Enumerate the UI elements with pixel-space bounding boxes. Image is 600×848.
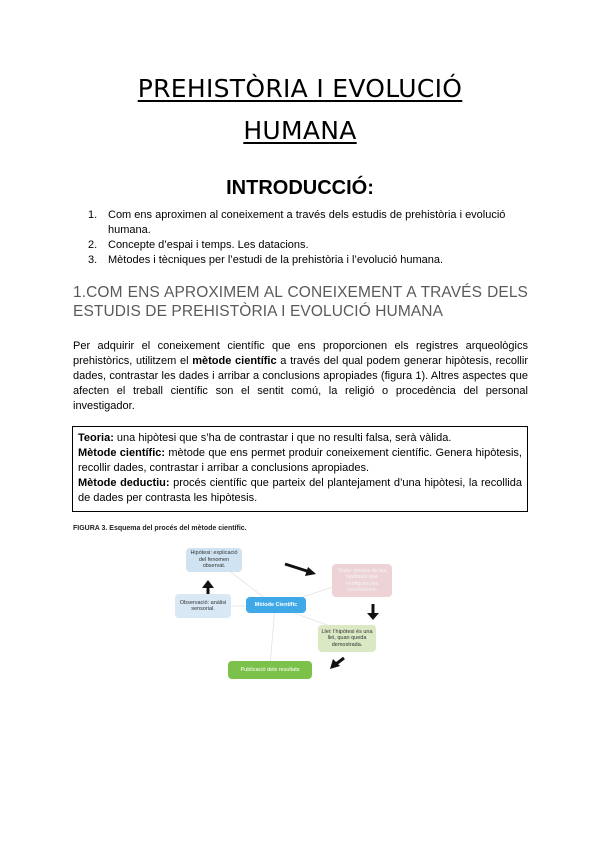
- definition-term: Mètode deductiu:: [78, 477, 170, 489]
- list-text: Concepte d’espai i temps. Les datacions.: [108, 239, 309, 251]
- node-center: [246, 597, 306, 613]
- node-tests-label: Tests: proves de les hipòtesis que verifiquen les conclusions.: [337, 567, 387, 593]
- paragraph-bold-term: mètode científic: [192, 355, 277, 367]
- connector-line: [270, 606, 275, 666]
- list-number: 1.: [88, 209, 98, 221]
- list-item: [88, 253, 530, 268]
- paragraph-text: a través del qual podem generar hipòtesis, recollir dades, contrastar les dades i arribar a conclusions apropiades (figura 1). Altres aspectes que afecten el treball científic son el sentit comú, la religió o procedència del personal investigador.: [73, 355, 528, 412]
- section-heading: 1.COM ENS APROXIMEM AL CONEIXEMENT A TRAVÉS DELS ESTUDIS DE PREHISTÒRIA I EVOLUCIÓ HUMANA: [73, 284, 528, 320]
- definitions-box: [72, 426, 528, 512]
- node-hypothesis-label: Hipòtesi: explicació del fenomen observat.: [190, 550, 238, 570]
- node-publication: [228, 661, 312, 679]
- figure-caption: FIGURA 3. Esquema del procés del mètode científic.: [73, 525, 247, 532]
- definition-term: Mètode científic:: [78, 447, 166, 459]
- node-observation: [175, 594, 231, 618]
- definition-text: procés científic que parteix del plantejament d’una hipòtesi, la recollida de dades per contrasta les hipòtesis.: [78, 477, 522, 504]
- document-title-line-2: HUMANA: [243, 116, 357, 145]
- paragraph-text: Per adquirir el coneixement científic que ens proporcionen els registres arqueològics prehistòrics, utilitzem el: [73, 340, 528, 367]
- intro-list: [88, 208, 530, 268]
- node-center-label: Mètode Científic: [254, 601, 298, 608]
- list-number: 2.: [88, 239, 98, 251]
- scientific-method-diagram: [170, 540, 430, 685]
- definition-row: [78, 476, 522, 506]
- list-text: Com ens aproximen al coneixement a través dels estudis de prehistòria i evolució humana.: [108, 209, 506, 236]
- node-observation-label: Observació: anàlisi sensorial.: [179, 599, 227, 612]
- arrow-icon: [367, 604, 379, 620]
- arrow-icon: [202, 580, 214, 595]
- list-text: Mètodes i tècniques per l’estudi de la prehistòria i l’evolució humana.: [108, 254, 444, 266]
- node-publication-label: Publicació dels resultats: [240, 666, 300, 673]
- document-title-line-1: PREHISTÒRIA I EVOLUCIÓ: [137, 74, 463, 103]
- list-number: 3.: [88, 254, 98, 266]
- intro-heading: INTRODUCCIÓ:: [226, 177, 374, 199]
- arrow-icon: [285, 564, 316, 576]
- definition-row: [78, 431, 522, 446]
- node-hypothesis: [186, 548, 242, 572]
- node-law-label: Llei: l’hipòtesi és una llei, quan queda demostrada.: [321, 628, 373, 648]
- definition-term: Teoria:: [78, 432, 114, 444]
- arrow-icon: [330, 658, 344, 669]
- node-law: [318, 625, 376, 652]
- list-item: [88, 238, 530, 253]
- node-tests: [332, 564, 392, 597]
- section-paragraph: [73, 339, 528, 414]
- definition-text: mètode que ens permet produir coneixement científic. Genera hipòtesis, recollir dades, contrastar i arribar a conclusions apropiades.: [78, 447, 522, 474]
- definition-row: [78, 446, 522, 476]
- list-item: [88, 208, 530, 238]
- definition-text: una hipòtesi que s’ha de contrastar i que no resulti falsa, serà vàlida.: [113, 432, 452, 444]
